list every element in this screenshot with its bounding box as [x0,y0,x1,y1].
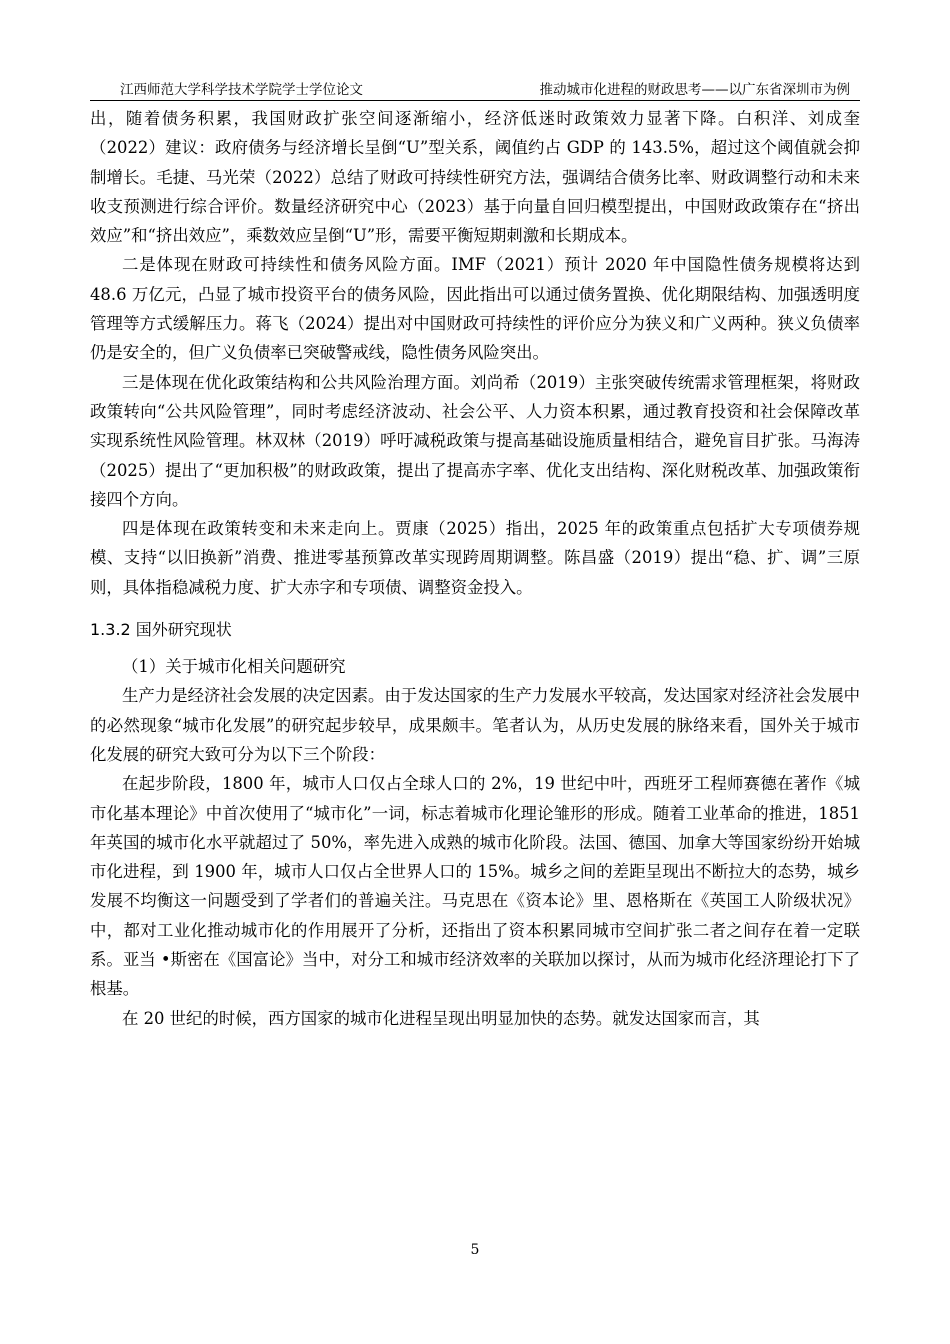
paragraph-20th-century: 在 20 世纪的时候，西方国家的城市化进程呈现出明显加快的态势。就发达国家而言，其 [122,1008,760,1028]
page-header [90,74,860,101]
section-heading: 1.3.2 国外研究现状 [90,620,232,640]
paragraph-debt-risk: 二是体现在财政可持续性和债务风险方面。IMF（2021）预计 2020 年中国隐性债务规模将达到 48.6 万亿元，凸显了城市投资平台的债务风险，因此指出可以通过债务置换、优化期限结构、加强透明度管理等方式缓解压力。蒋飞（2024）提出对中国财政可持续性的评价应分为狭义和广义两种。狭义负债率仍是安全的，但广义负债率已突破警戒线，隐性债务风险突出。 [90,255,860,363]
paragraph-productivity: 生产力是经济社会发展的决定因素。由于发达国家的生产力发展水平较高，发达国家对经济社会发展中的必然现象“城市化发展”的研究起步较早，成果颇丰。笔者认为，从历史发展的脉络来看，国外关于城市化发展的研究大致可分为以下三个阶段： [90,686,860,764]
sub-heading: （1）关于城市化相关问题研究 [122,657,346,677]
paragraph-early-stage: 在起步阶段，1800 年，城市人口仅占全球人口的 2%，19 世纪中叶，西班牙工程师赛德在著作《城市化基本理论》中首次使用了“城市化”一词，标志着城市化理论雏形的形成。随着工业革命的推进，1851 年英国的城市化水平就超过了 50%，率先进入成熟的城市化阶段。法国、德国、加拿大等国家纷纷开始城市化进程，到 1900 年，城市人口仅占全世界人口的 15%。城乡之间的差距呈现出不断拉大的态势，城乡发展不均衡这一问题受到了学者们的普遍关注。马克思在《资本论》里、恩格斯在《英国工人阶级状况》中，都对工业化推动城市化的作用展开了分析，还指出了资本积累同城市空间扩张二者之间存在着一定联系。亚当 •斯密在《国富论》当中，对分工和城市经济效率的关联加以探讨，从而为城市化经济理论打下了根基。 [90,774,860,999]
body-text [90,104,860,1033]
paragraph-policy-structure: 三是体现在优化政策结构和公共风险治理方面。刘尚希（2019）主张突破传统需求管理框架，将财政政策转向“公共风险管理”，同时考虑经济波动、社会公平、人力资本积累，通过教育投资和社会保障改革实现系统性风险管理。林双林（2019）呼吁减税政策与提高基础设施质量相结合，避免盲目扩张。马海涛（2025）提出了“更加积极”的财政政策，提出了提高赤字率、优化支出结构、深化财税改革、加强政策衔接四个方向。 [90,372,860,509]
header-left-title: 江西师范大学科学技术学院学士学位论文 [120,82,363,98]
paragraph-continued: 出，随着债务积累，我国财政扩张空间逐渐缩小，经济低迷时政策效力显著下降。白积洋、刘成奎（2022）建议：政府债务与经济增长呈倒“U”型关系，阈值约占 GDP 的 143.5%，超过这个阈值就会抑制增长。毛捷、马光荣（2022）总结了财政可持续性研究方法，强调结合债务比率、财政调整行动和未来收支预测进行综合评价。数量经济研究中心（2023）基于向量自回归模型提出，中国财政政策存在“挤出效应”和“挤出效应”，乘数效应呈倒“U”形，需要平衡短期刺激和长期成本。 [90,109,860,246]
header-right-title: 推动城市化进程的财政思考——以广东省深圳市为例 [539,82,850,98]
paragraph-policy-future: 四是体现在政策转变和未来走向上。贾康（2025）指出，2025 年的政策重点包括扩大专项债券规模、支持“以旧换新”消费、推进零基预算改革实现跨周期调整。陈昌盛（2019）提出“稳、扩、调”三原则，具体指稳减税力度、扩大赤字和专项债、调整资金投入。 [90,519,860,597]
page-number: 5 [470,1242,480,1258]
